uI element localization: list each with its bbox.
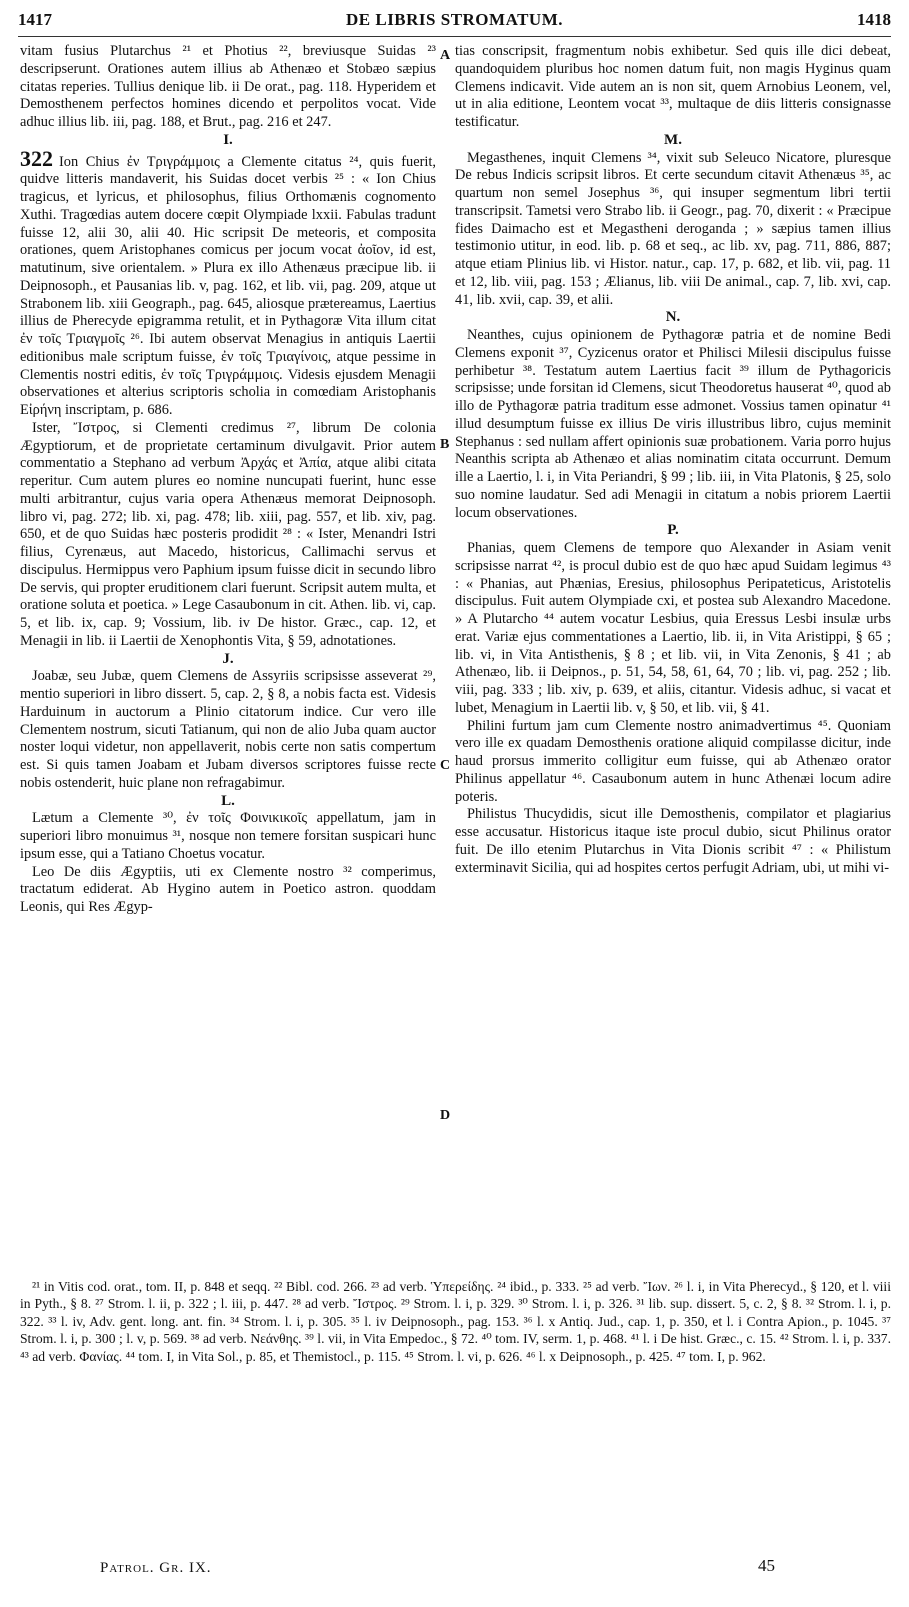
footnotes-text: ²¹ in Vitis cod. orat., tom. II, p. 848 et seqq. ²² Bibl. cod. 266. ²³ ad verb. Ὑπερείδης. ²⁴ ibid., p. 333. ²⁵ ad verb. Ἴων. ²⁶ l. i, in Vita Pherecyd., § 120, et l. viii in Pyth., § 8. ²⁷ Strom. l. ii, p. 322 ; l. iii, p. 447. ²⁸ ad verb. Ἴστρος. ²⁹ Strom. l. i, p. 329. ³⁰ Strom. l. i, p. 326. ³¹ lib. sup. dissert. 5, c. 2, § 8. ³² Strom. l. i, p. 322. ³³ l. iv, Adv. gent. long. ant. fin. ³⁴ Strom. l. i, p. 305. ³⁵ l. iv Deipnosoph., pag. 153. ³⁶ l. x Antiq. Jud., cap. 1, p. 350, et l. i Contra Apion., p. 1045. ³⁷ Strom. l. i, p. 300 ; l. v, p. 569. ³⁸ ad verb. Νεάνθης. ³⁹ l. vii, in Vita Empedoc., § 72. ⁴⁰ tom. IV, serm. 1, p. 468. ⁴¹ l. i De hist. Græc., c. 15. ⁴² Strom. l. i, p. 337. ⁴³ ad verb. Φανίας. ⁴⁴ tom. I, in Vita Sol., p. 85, et Themistocl., p. 115. ⁴⁵ Strom. l. vi, p. 626. ⁴⁶ l. x Deipnosoph., p. 425. ⁴⁷ tom. I, p. 962. [20, 1279, 891, 1364]
paragraph-ion [20, 145, 436, 420]
margin-letter-a: A [440, 48, 451, 63]
section-heading-l: L. [221, 792, 235, 809]
paragraph: tias conscripsit, fragmentum nobis exhibetur. Sed quis ille dici debeat, quandoquidem pluribus hoc nomen datum fuit, non magis Hyginus quam Clemens indicavit. Vide autem an is non sit, quem Arnobius Leonem, vel, ut in alia editione, Leontem vocat ³³, multaque de diis litteris consignasse testificatur. [455, 43, 891, 130]
right-page-number: 1418 [857, 10, 891, 29]
section-heading-m: M. [664, 131, 682, 148]
footnotes [20, 1278, 891, 1365]
paragraph-ion-text: Ion Chius ἐν Τριγράμμοις a Clemente citatus ²⁴, quis fuerit, quidve litteris mandaverit, his Suidas docet verbis ²⁵ : « Ion Chius tragicus, et lyricus, et philosophus, filius Orthomænis cognomento Xuthi. Tragœdias autem docere cœpit Olympiade lxxii. Fabulas tradunt fuisse 12, alii 30, alii 40. Hic scripsit De meteoris, et composita orationes, quem Aristophanes comicus per jocum vocat ἀοῖον, id est, matutinum, sive orientalem. » Plura ex illo Athenæus præcipue lib. ii Deipnosoph., et Pausanias lib. v, pag. 162, et lib. vii, pag. 209, atque ut Strabonem lib. xiii Geograph., pag. 645, aliosque prætereamus, Laertius illius de Pherecyde epigramma retulit, et in Pythagoræ Vita illum citat ἐν τοῖς Τριαγμοῖς ²⁶. Ibi autem observat Menagius in antiquis Laertii editionibus male scriptum fuisse, ἐν τοῖς Τριαγίνοις, atque pessime in Clementis nostri editis, ἐν τοῖς Τριγράμμοις. Videsis ejusdem Menagii observationes et alterius scriptoris scholia in comœdiam Aristophanis Εἰρήνη inscriptam, p. 686. [20, 153, 436, 418]
paragraph-philini: Philini furtum jam cum Clemente nostro animadvertimus ⁴⁵. Quoniam vero ille ex quadam Demosthenis oratione aliquid compilasse dicitur, inde haud prorsus immerito colligitur eum fuisse, qui ab Athenæo orator Philinus appellatur ⁴⁶. Casaubonum autem in hunc Athenæi locum adire poteris. [455, 717, 891, 805]
paragraph-ister: Ister, Ἴστρος, si Clementi credimus ²⁷, librum De colonia Ægyptiorum, et de proprietate certaminum divulgavit. Prior autem commentatio a Stephano ad verbum Ἀρχάς et Ἀπία, atque alibi citata reperitur. Cum autem plures eo nomine nuncupati fuerint, hunc esse multi arbitrantur, cujus varia opera Athenæus memorat Deipnosoph. libro vi, pag. 272; lib. xi, pag. 478; lib. xiii, pag. 557, et lib. xiv, pag. 650, et de quo Suidas hæc posteris prodidit ²⁸ : « Ister, Menandri Istri filius, Cyrenæus, aut Macedo, historicus, Callimachi servus et discipulus. Hermippus vero Paphium ipsum fuisse dicit in secundo libro De servis, qui propter eruditionem clari fuerunt. Scripsit autem multa, et oratione soluta et poetica. » Lege Casaubonum in cit. Athen. lib. vi, cap. 5, et lib. ix, cap. 9; Vossium, lib. iv De histor. Græc., cap. 12, et Menagii in lib. ii Laertii de Xenophontis Vita, § 59, adnotationes. [20, 419, 437, 649]
paragraph-joabae: Joabæ, seu Jubæ, quem Clemens de Assyriis scripsisse asseverat ²⁹, mentio superiori in libro dissert. 5, cap. 2, § 8, a nobis facta est. Videsis Harduinum in auctorum a Plinio citatorum indice. Cur vero ille Clementem nostrum, sicuti Tatianum, qui non de alio Juba quam auctor noster loqui videtur, non appellaverit, nobis certe non satis compertum est. Si quis tamen Joabam et Jubam diversos scriptores fuisse recte nobis ostenderit, huic plane non refragabimur. [20, 668, 436, 791]
footer-signature: Patrol. Gr. IX. [100, 1560, 212, 1576]
paragraph-phanias: Phanias, quem Clemens de tempore quo Alexander in Asiam venit scripsisse narrat ⁴², is procul dubio est de quo hæc apud Suidam legimus ⁴³ : « Phanias, aut Phænias, Eresius, philosophus Peripateticus, Aristotelis discipulus. Fuit autem Olympiade cxi, et postea sub Alexandro Macedone. » A Plutarcho ⁴⁴ autem vocatur Lesbius, quia Eressus Lesbi insulæ urbs erat. Variæ ejus commentationes a Laertio, lib. ii, in Vita Aristippi, § 65 ; lib. vi, in Vita Antisthenis, § 8 ; et lib. vii, in Vita Zenonis, § 41 ; ab Athenæo, lib. ii Deipnos., p. 51, 54, 58, 61, 64, 70 ; lib. vi, pag. 252 ; lib. viii, pag. 333 ; lib. xiv, p. 639, et aliis, citantur. Videsis adhuc, si vacat et lubet, Menagium in Laertii lib. v, § 50, et lib. vii, § 41. [455, 540, 891, 716]
paragraph-laetum: Lætum a Clemente ³⁰, ἐν τοῖς Φοινικικοῖς appellatum, jam in superiori libro monuimus ³¹, nosque non temere forsitan suspicari hunc ipsum esse, qui a Tatiano Choetus vocatur. [20, 810, 436, 862]
section-heading-n: N. [665, 309, 681, 326]
left-page-number: 1417 [18, 10, 52, 29]
section-heading-j: J. [222, 650, 234, 667]
paragraph-neanthes: Neanthes, cujus opinionem de Pythagoræ patria et de nomine Bedi Clemens exponit ³⁷, Cyzicenus orator et Philisci Milesii discipulus fuisse perhibetur ³⁸. Testatum autem Laertius facit ³⁹ illum de Pythagoricis scripsisse; unde forsitan id Clemens, sicut Theodoretus hauserat ⁴⁰, quod ab illo de Pythagoræ patria traditum esse admonet. Vossius tamen opinatur ⁴¹ illud desumptum fuisse ex illius De viris illustribus libro, cujus meminit Stephanus : sed nullam affert opinionis suæ probationem. Varia porro hujus Neanthis scripta ab Athenæo et alias nominatim citata occurrunt. Demum ille a Laertio, l. i, in Vita Periandri, § 99 ; lib. iii, in Vita Platonis, § 25, solo suo nomine laudatur. Sed adi Menagii in citatum a nobis priorem Laertii locum observationes. [455, 327, 891, 521]
column-number: 322 [20, 145, 53, 171]
running-title: DE LIBRIS STROMATUM. [345, 10, 564, 29]
margin-letter-b: B [440, 437, 450, 452]
section-heading-i: I. [223, 131, 233, 148]
header-rule [18, 36, 891, 37]
right-column [455, 43, 891, 877]
margin-letter-c: C [440, 758, 451, 773]
paragraph: vitam fusius Plutarchus ²¹ et Photius ²², breviusque Suidas ²³ descripserunt. Orationes autem illius ab Athenæo et Stobæo sæpius citatas reperies. Tullius denique lib. ii De orat., pag. 118. Hyperidem et Demosthenem perfectos homines dicendo et perpolitos vocat. Vide adhuc illius lib. iii, pag. 188, et Brut., pag. 216 et 247. [20, 43, 436, 130]
footer-folio: 45 [758, 1556, 775, 1575]
left-column [20, 43, 436, 917]
page-header [18, 10, 891, 36]
paragraph-leo: Leo De diis Ægyptiis, uti ex Clemente nostro ³² comperimus, tractatum ediderat. Ab Hygino autem in Poetico astron. quoddam Leonis, qui Res Ægyp- [20, 863, 436, 915]
paragraph-megasthenes: Megasthenes, inquit Clemens ³⁴, vixit sub Seleuco Nicatore, pluresque De rebus Indicis scripsit libros. Et certe secundum citavit Athenæus ³⁵, ac quartum non semel Josephus ³⁶, qui insuper segmentum libri tertii transcripsit. Tametsi vero Strabo lib. ii Geogr., pag. 70, dixerit : « Præcipue fides Daimacho est et Megastheni deroganda ; » sæpius tamen illius testimonio utitur, in eod. lib. p. 68 et seq., ac lib. xv, pag. 711, 886, 887; atque etiam Plinius lib. vi Histor. natur., cap. 17, p. 682, et lib. vii, pag. 11 et 12, lib. viii, pag. 153 ; Ælianus, lib. viii De animal., cap. 7, lib. xvi, cap. 41, lib. xvii, cap. 39, et alii. [455, 149, 891, 308]
margin-letter-d: D [440, 1108, 451, 1123]
section-heading-p: P. [667, 522, 679, 539]
paragraph-philistus: Philistus Thucydidis, sicut ille Demosthenis, compilator et plagiarius esse accusatur. Historicus itaque iste procul dubio, sicut Philinus orator fuit. De illo etenim Plutarchus in Vita Dionis scribit ⁴⁷ : « Philistum exterminavit Sicilia, qui ad hospites certos perfugit Adriam, ubi, ut mihi vi- [455, 806, 891, 876]
